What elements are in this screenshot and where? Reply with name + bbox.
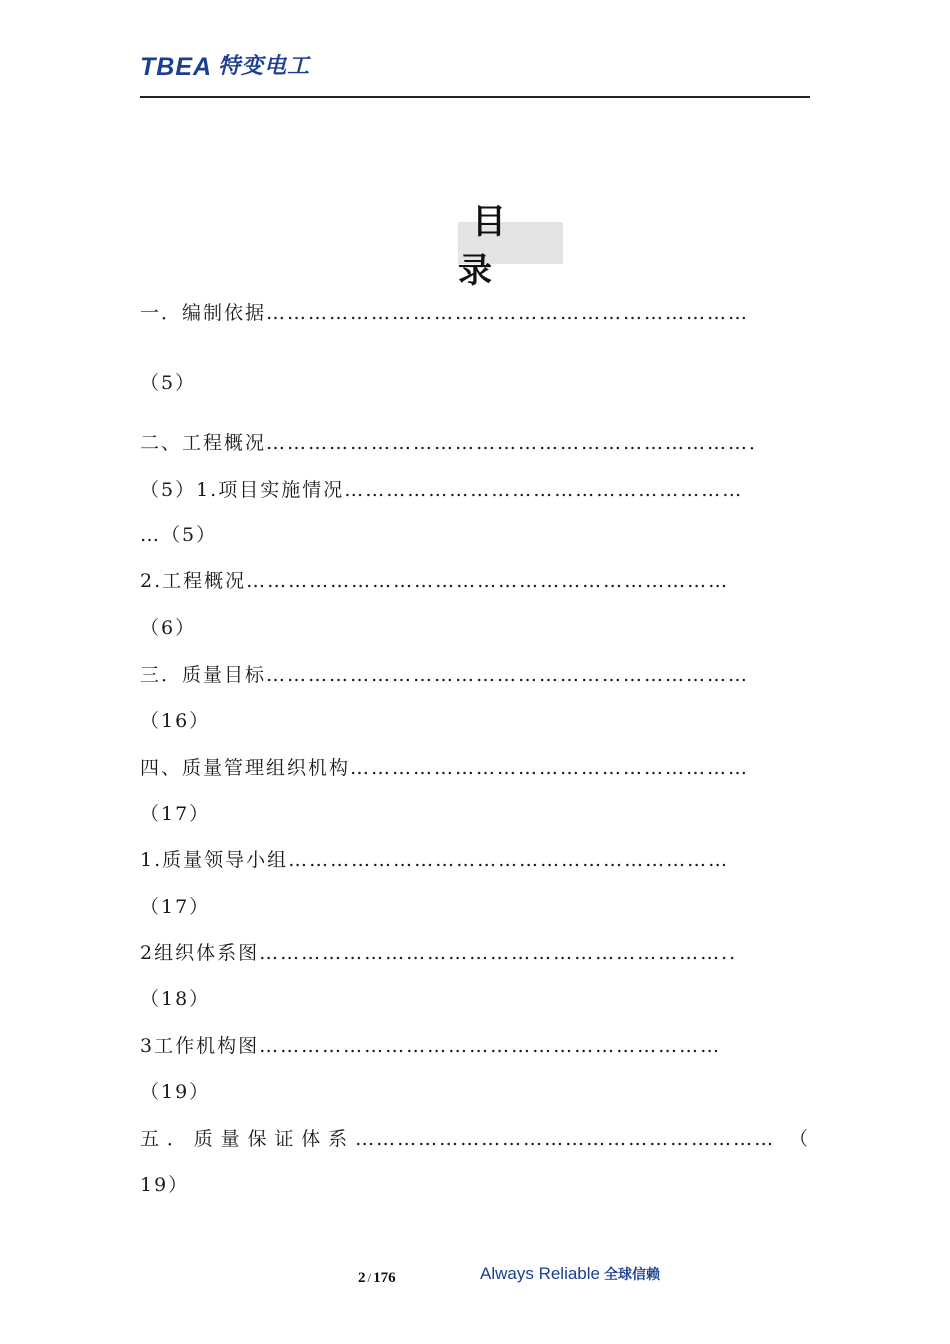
footer-slogan — [480, 1264, 660, 1284]
toc-entry[interactable]: 一．编制依据…………………………………………………………… — [140, 302, 750, 324]
toc-title: 目 录 — [458, 222, 563, 264]
slogan-chinese: 全球信赖 — [604, 1267, 660, 1283]
slogan-english: Always Reliable — [480, 1264, 600, 1283]
toc-entry[interactable]: （5）1.项目实施情况………………………………………………… — [140, 479, 744, 501]
page-current: 2 — [358, 1270, 366, 1286]
toc-entry[interactable]: 1.质量领导小组……………………………………………………… — [140, 849, 730, 871]
toc-page-ref: …（5） — [140, 524, 218, 546]
page-separator: / — [367, 1270, 372, 1285]
toc-page-ref: （19） — [140, 1081, 211, 1103]
toc-page-ref: （6） — [140, 617, 197, 639]
toc-entry[interactable]: 2组织体系图………………………………………………………….. — [140, 942, 738, 964]
toc-page-ref: （18） — [140, 988, 211, 1010]
page-number — [358, 1270, 396, 1287]
logo-chinese-text: 特变电工 — [218, 54, 311, 79]
toc-entry[interactable]: 二、工程概况……………………………………………………………． — [140, 432, 771, 454]
toc-page-ref: （5） — [140, 372, 197, 394]
header-divider — [140, 96, 810, 98]
toc-page-ref: （16） — [140, 710, 211, 732]
toc-entry[interactable]: 3工作机构图………………………………………………………… — [140, 1035, 722, 1057]
company-logo — [140, 54, 310, 80]
toc-page-ref: 19） — [140, 1174, 190, 1196]
page-total: 176 — [373, 1270, 396, 1286]
toc-entry[interactable]: 2.工程概况…………………………………………………………… — [140, 570, 730, 592]
toc-entry[interactable]: 三．质量目标…………………………………………………………… — [140, 664, 750, 686]
toc-page-ref: （17） — [140, 803, 211, 825]
toc-entry[interactable]: 五．质量保证体系…………………………………………………… （ — [140, 1128, 810, 1150]
toc-page-ref: （17） — [140, 896, 211, 918]
logo-latin-text: TBEA — [140, 53, 213, 81]
toc-entry[interactable]: 四、质量管理组织机构………………………………………………… — [140, 757, 750, 779]
